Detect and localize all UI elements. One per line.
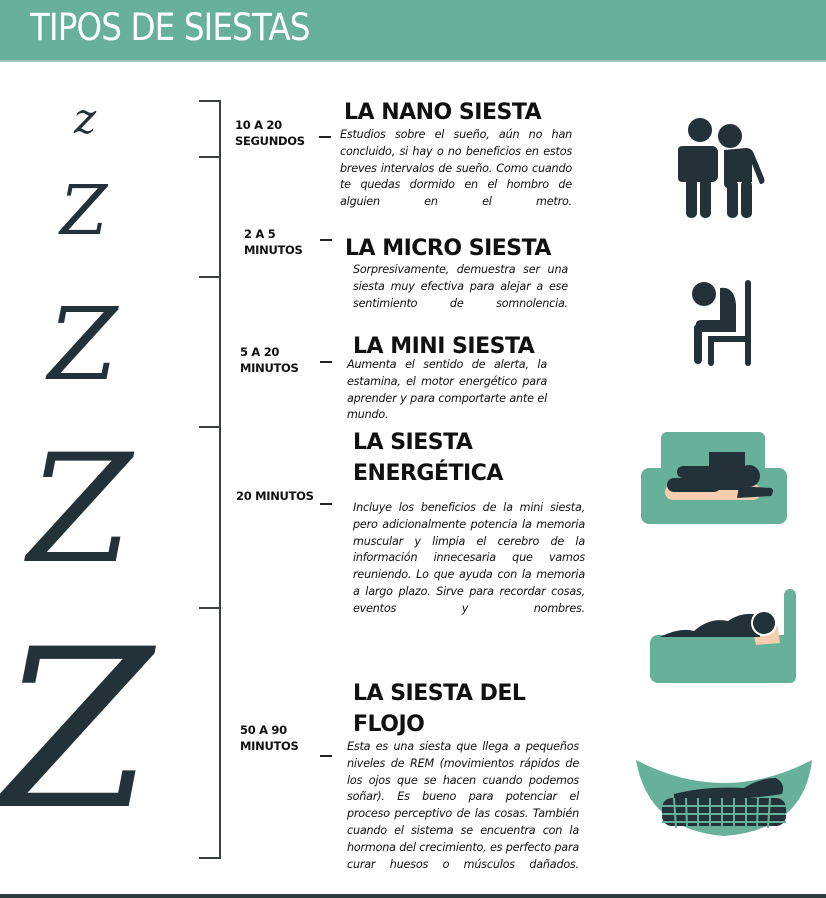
duration-line: MINUTOS: [244, 243, 303, 257]
description-micro: Sorpresivamente, demuestra ser una siesta muy efectiva para alejar a ese sentimiento de somnolencia.: [353, 263, 568, 310]
title-line: FLOJO: [353, 712, 425, 737]
connector-dash: [320, 503, 332, 505]
duration-line: 50 A 90: [240, 723, 287, 737]
duration-line: SEGUNDOS: [235, 134, 305, 148]
title-line: ENERGÉTICA: [353, 461, 503, 486]
connector-dash: [320, 239, 332, 241]
title-line: LA SIESTA: [353, 430, 473, 455]
description-energetica: Incluye los beneficios de la mini siesta, pero adicionalmente potencia la memoria muscular y limpia el cerebro de la información innecesaria que vamos reuniendo. Lo que ayuda con la memoria a largo plazo. Sirve para recordar cosas, eventos y nombres.: [353, 501, 585, 615]
timeline-tick: [199, 100, 221, 102]
timeline-tick: [199, 426, 221, 428]
connector-dash: [320, 755, 332, 757]
z-letter-5: Z: [0, 602, 153, 858]
duration-line: MINUTOS: [240, 739, 299, 753]
duration-energetica: [236, 488, 314, 504]
duration-line: 10 A 20: [235, 118, 282, 132]
description-flojo: Esta es una siesta que llega a pequeños niveles de REM (movimientos rápidos de los ojos que se hacen cuando podemos soñar). Es bueno para potenciar el proceso perceptivo de las cosas. También cuando el sistema se encuentra con la hormona del crecimiento, es perfecto para curar huesos o músculos dañados.: [347, 740, 579, 871]
duration-line: 2 A 5: [244, 227, 276, 241]
z-letter-1: z: [74, 94, 97, 143]
description-nano: Estudios sobre el sueño, aún no han concluido, si hay o no beneficios en estos breves intervalos de sueño. Como cuando te quedas dormido en el hombro de alguien en el metro.: [340, 128, 572, 209]
duration-line: MINUTOS: [240, 361, 299, 375]
timeline-tick: [199, 156, 221, 158]
title-line: LA SIESTA DEL: [353, 681, 526, 706]
timeline-bracket: [219, 100, 221, 859]
description-mini: Aumenta el sentido de alerta, la estamina, el motor energético para aprender y para comportarte ante el mundo.: [347, 358, 547, 422]
duration-mini: [240, 344, 299, 376]
timeline-tick: [199, 276, 221, 278]
title-energetica: [353, 427, 503, 489]
duration-flojo: [240, 722, 299, 754]
z-letter-2: Z: [60, 172, 108, 251]
connector-dash: [319, 136, 331, 138]
connector-dash: [320, 361, 332, 363]
person-bed-icon: [650, 587, 798, 683]
duration-line: 5 A 20: [240, 345, 280, 359]
duration-line: 20 MINUTOS: [236, 489, 314, 503]
z-letter-4: Z: [28, 423, 133, 597]
duration-nano: [235, 117, 305, 149]
title-nano: LA NANO SIESTA: [344, 100, 542, 125]
page-title: TIPOS DE SIESTAS: [30, 6, 310, 49]
person-sitting-chair-icon: [690, 278, 760, 370]
title-micro: LA MICRO SIESTA: [345, 236, 551, 261]
duration-micro: [244, 226, 303, 258]
people-leaning-icon: [672, 118, 772, 222]
title-flojo: [353, 678, 525, 740]
title-mini: LA MINI SIESTA: [353, 334, 535, 359]
bottom-border: [0, 894, 826, 898]
timeline-tick: [199, 857, 221, 859]
person-sofa-icon: [641, 432, 787, 524]
z-letter-3: Z: [48, 286, 118, 403]
header-banner: [0, 0, 826, 62]
person-hammock-icon: [634, 756, 814, 846]
timeline-tick: [199, 607, 221, 609]
